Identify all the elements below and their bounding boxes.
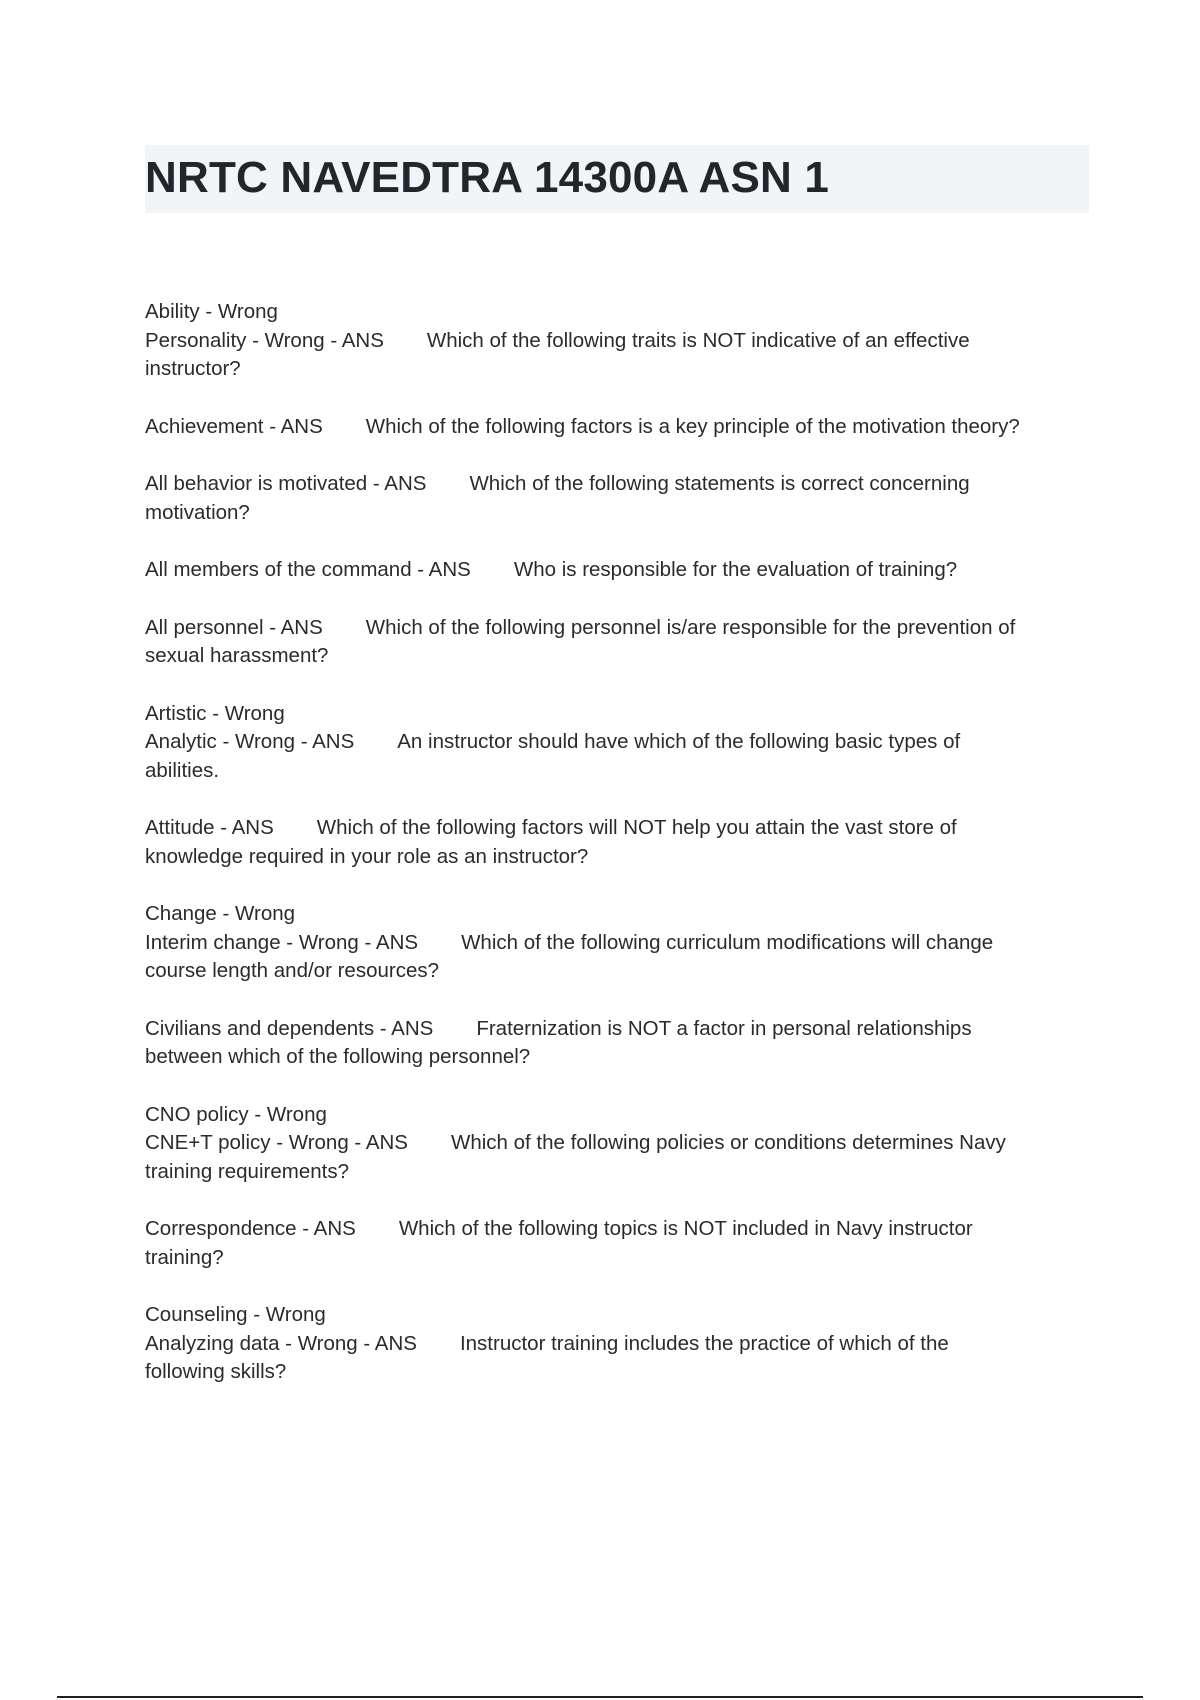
wrong-option-line: CNO policy - Wrong xyxy=(145,1102,327,1126)
answer-text: Interim change - Wrong - ANS xyxy=(145,930,419,954)
answer-question-line xyxy=(145,556,1095,585)
question-text: Which of the following traits is NOT indicative of an effective xyxy=(426,328,970,352)
question-continuation: abilities. xyxy=(145,758,220,782)
question-continuation: between which of the following personnel? xyxy=(145,1045,531,1068)
qa-entry xyxy=(145,900,1095,986)
answer-question-line xyxy=(145,1215,1095,1244)
question-text: Which of the following factors is a key principle of the motivation theory? xyxy=(365,414,1020,438)
question-text: Which of the following policies or conditions determines Navy xyxy=(450,1131,1006,1154)
answer-question-line xyxy=(145,814,1095,843)
qa-entry xyxy=(145,1101,1095,1187)
question-text: Which of the following factors will NOT help you attain the vast store of xyxy=(316,816,957,839)
document-title: NRTC NAVEDTRA 14300A ASN 1 xyxy=(145,153,830,202)
question-continuation: training? xyxy=(145,1245,224,1269)
wrong-option-line: Change - Wrong xyxy=(145,902,296,925)
question-text: Instructor training includes the practice of which of the xyxy=(459,1331,949,1355)
qa-entry xyxy=(145,1215,1095,1272)
answer-question-line xyxy=(145,1330,1095,1359)
page-bottom-rule xyxy=(57,1696,1143,1698)
answer-question-line xyxy=(145,470,1095,499)
question-text: Which of the following curriculum modifications will change xyxy=(461,930,994,954)
answer-text: Correspondence - ANS xyxy=(145,1217,356,1240)
answer-question-line xyxy=(145,614,1095,643)
question-continuation: instructor? xyxy=(145,357,241,380)
title-band xyxy=(145,145,1089,213)
question-text: Which of the following topics is NOT included in Navy instructor xyxy=(398,1217,973,1240)
question-continuation: training requirements? xyxy=(145,1159,349,1183)
qa-list xyxy=(145,298,1095,1416)
qa-entry xyxy=(145,470,1095,527)
answer-text: Achievement - ANS xyxy=(145,414,323,438)
answer-text: All personnel - ANS xyxy=(145,615,323,639)
answer-question-line xyxy=(145,1129,1095,1158)
question-text: Who is responsible for the evaluation of training? xyxy=(513,558,958,581)
question-continuation: sexual harassment? xyxy=(145,644,329,667)
answer-question-line xyxy=(145,327,1095,356)
answer-text: Civilians and dependents - ANS xyxy=(145,1016,434,1040)
answer-text: Analytic - Wrong - ANS xyxy=(145,730,355,753)
qa-entry xyxy=(145,700,1095,786)
qa-entry xyxy=(145,298,1095,384)
answer-text: All members of the command - ANS xyxy=(145,558,471,581)
wrong-option-line: Artistic - Wrong xyxy=(145,701,285,725)
qa-entry xyxy=(145,614,1095,671)
answer-text: CNE+T policy - Wrong - ANS xyxy=(145,1131,408,1154)
question-continuation: motivation? xyxy=(145,500,250,524)
answer-question-line xyxy=(145,413,1095,442)
answer-text: Analyzing data - Wrong - ANS xyxy=(145,1331,417,1355)
question-text: Fraternization is NOT a factor in personal relationships xyxy=(476,1016,972,1040)
qa-entry xyxy=(145,814,1095,871)
question-continuation: following skills? xyxy=(145,1360,287,1383)
qa-entry xyxy=(145,1015,1095,1072)
wrong-option-line: Ability - Wrong xyxy=(145,300,278,323)
answer-question-line xyxy=(145,728,1095,757)
wrong-option-line: Counseling - Wrong xyxy=(145,1303,326,1326)
qa-entry xyxy=(145,1301,1095,1387)
answer-text: Attitude - ANS xyxy=(145,816,274,839)
question-continuation: course length and/or resources? xyxy=(145,959,440,982)
answer-text: All behavior is motivated - ANS xyxy=(145,472,427,495)
qa-entry xyxy=(145,556,1095,585)
question-text: Which of the following personnel is/are responsible for the prevention of xyxy=(365,615,1016,639)
question-text: An instructor should have which of the following basic types of xyxy=(397,730,961,753)
answer-text: Personality - Wrong - ANS xyxy=(145,328,384,352)
question-text: Which of the following statements is correct concerning xyxy=(469,472,970,495)
qa-entry xyxy=(145,413,1095,442)
question-continuation: knowledge required in your role as an instructor? xyxy=(145,844,589,868)
answer-question-line xyxy=(145,929,1095,958)
answer-question-line xyxy=(145,1015,1095,1044)
